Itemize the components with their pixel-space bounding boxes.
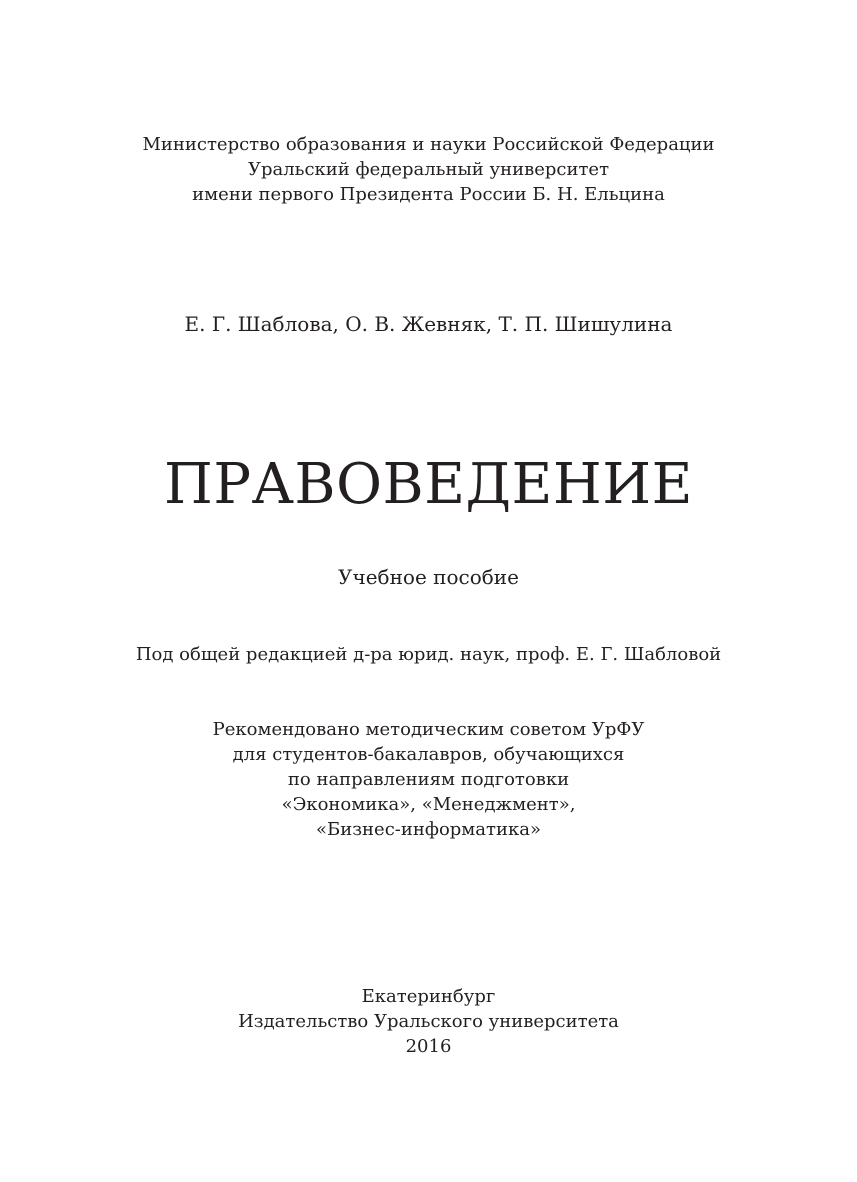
recommendation-line: для студентов-бакалавров, обучающихся xyxy=(232,744,625,765)
imprint xyxy=(0,984,857,1059)
imprint-publisher: Издательство Уральского университета xyxy=(238,1011,619,1032)
ministry-line: Министерство образования и науки Российской Федерации xyxy=(142,134,715,155)
book-title: ПРАВОВЕДЕНИЕ xyxy=(164,452,693,517)
university-name-line: имени первого Президента России Б. Н. Ельцина xyxy=(192,184,665,205)
recommendation xyxy=(0,717,857,842)
recommendation-line: по направлениям подготовки xyxy=(287,769,570,790)
university-line: Уральский федеральный университет xyxy=(247,159,610,180)
subtitle-line: Учебное пособие xyxy=(338,565,519,589)
authors-line: Е. Г. Шаблова, О. В. Жевняк, Т. П. Шишулина xyxy=(184,312,673,336)
recommendation-line: «Бизнес-информатика» xyxy=(316,819,541,840)
institution-header xyxy=(0,132,857,207)
imprint-city: Екатеринбург xyxy=(361,986,496,1007)
recommendation-line: Рекомендовано методическим советом УрФУ xyxy=(212,719,645,740)
authors xyxy=(0,310,857,338)
editor-note xyxy=(0,642,857,667)
imprint-year: 2016 xyxy=(405,1036,452,1057)
recommendation-line: «Экономика», «Менеджмент», xyxy=(281,794,576,815)
book-subtitle xyxy=(0,563,857,591)
editor-line: Под общей редакцией д-ра юрид. наук, проф. Е. Г. Шабловой xyxy=(135,644,722,665)
